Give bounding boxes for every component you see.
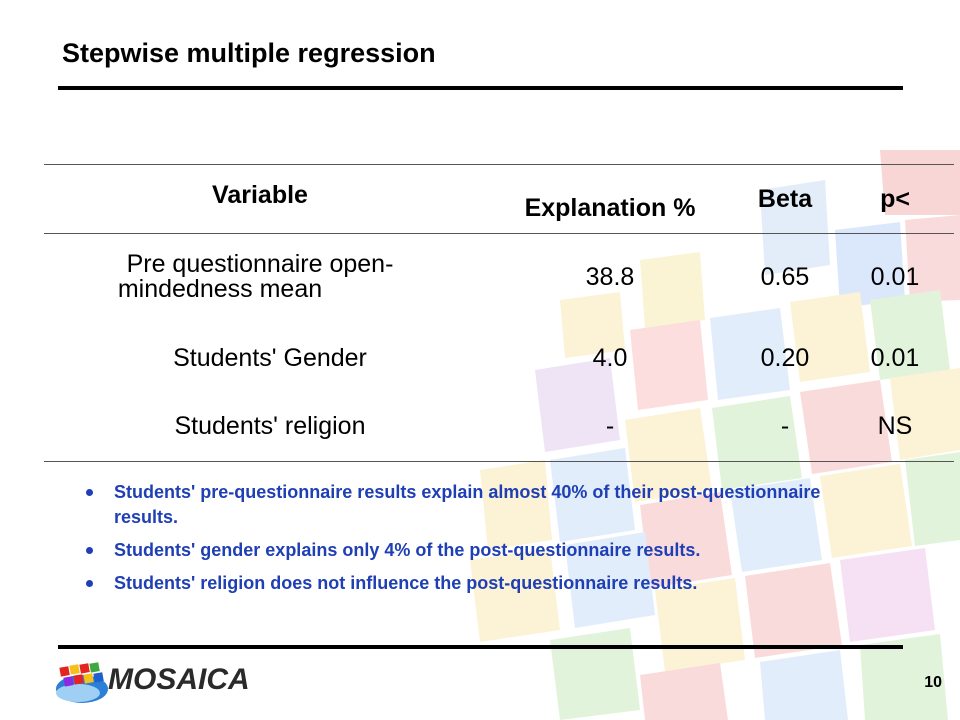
header-explanation: Explanation %	[524, 194, 696, 222]
list-item: Students' gender explains only 4% of the post-questionnaire results.	[82, 538, 882, 563]
slide-title: Stepwise multiple regression	[62, 38, 436, 68]
mosaic-tile	[905, 452, 960, 546]
row-1-variable-line1: Pre questionnaire open-	[126, 250, 394, 278]
mosaic-tile	[640, 663, 728, 720]
row-2-explanation: 4.0	[592, 344, 628, 372]
table-bottom-border	[44, 461, 954, 462]
list-item: Students' religion does not influence the post-questionnaire results.	[82, 571, 882, 596]
table-header-border	[44, 233, 954, 234]
svg-text:MOSAICA: MOSAICA	[108, 663, 250, 696]
row-3-p: NS	[877, 412, 913, 440]
list-item: Students' pre-questionnaire results explain almost 40% of their post-questionnaire results.	[82, 480, 882, 530]
row-3-beta: -	[780, 412, 790, 440]
table-row	[60, 252, 460, 302]
row-3-variable: Students' religion	[174, 412, 366, 440]
row-1-beta: 0.65	[760, 263, 810, 291]
bullet-icon	[86, 580, 93, 587]
findings-list	[82, 480, 882, 604]
header-p: p<	[880, 185, 910, 213]
title-rule	[58, 86, 903, 90]
row-1-variable-line2: mindedness mean	[117, 275, 323, 303]
row-2-variable: Students' Gender	[173, 344, 367, 372]
row-1-explanation: 38.8	[585, 263, 635, 291]
header-beta: Beta	[757, 185, 813, 213]
mosaic-tile	[550, 628, 640, 720]
bullet-icon	[86, 547, 93, 554]
row-3-explanation: -	[605, 412, 615, 440]
row-1-p: 0.01	[870, 263, 920, 291]
mosaica-logo	[52, 655, 250, 715]
mosaic-tile	[760, 650, 848, 720]
header-variable: Variable	[212, 181, 308, 209]
mosaic-logo-icon	[56, 662, 108, 703]
mosaic-tile	[712, 396, 802, 490]
row-2-p: 0.01	[870, 344, 920, 372]
bullet-icon	[86, 489, 93, 496]
page-number: 10	[924, 674, 942, 691]
footer-rule	[58, 645, 903, 649]
row-2-beta: 0.20	[760, 344, 810, 372]
table-top-border	[44, 164, 954, 165]
